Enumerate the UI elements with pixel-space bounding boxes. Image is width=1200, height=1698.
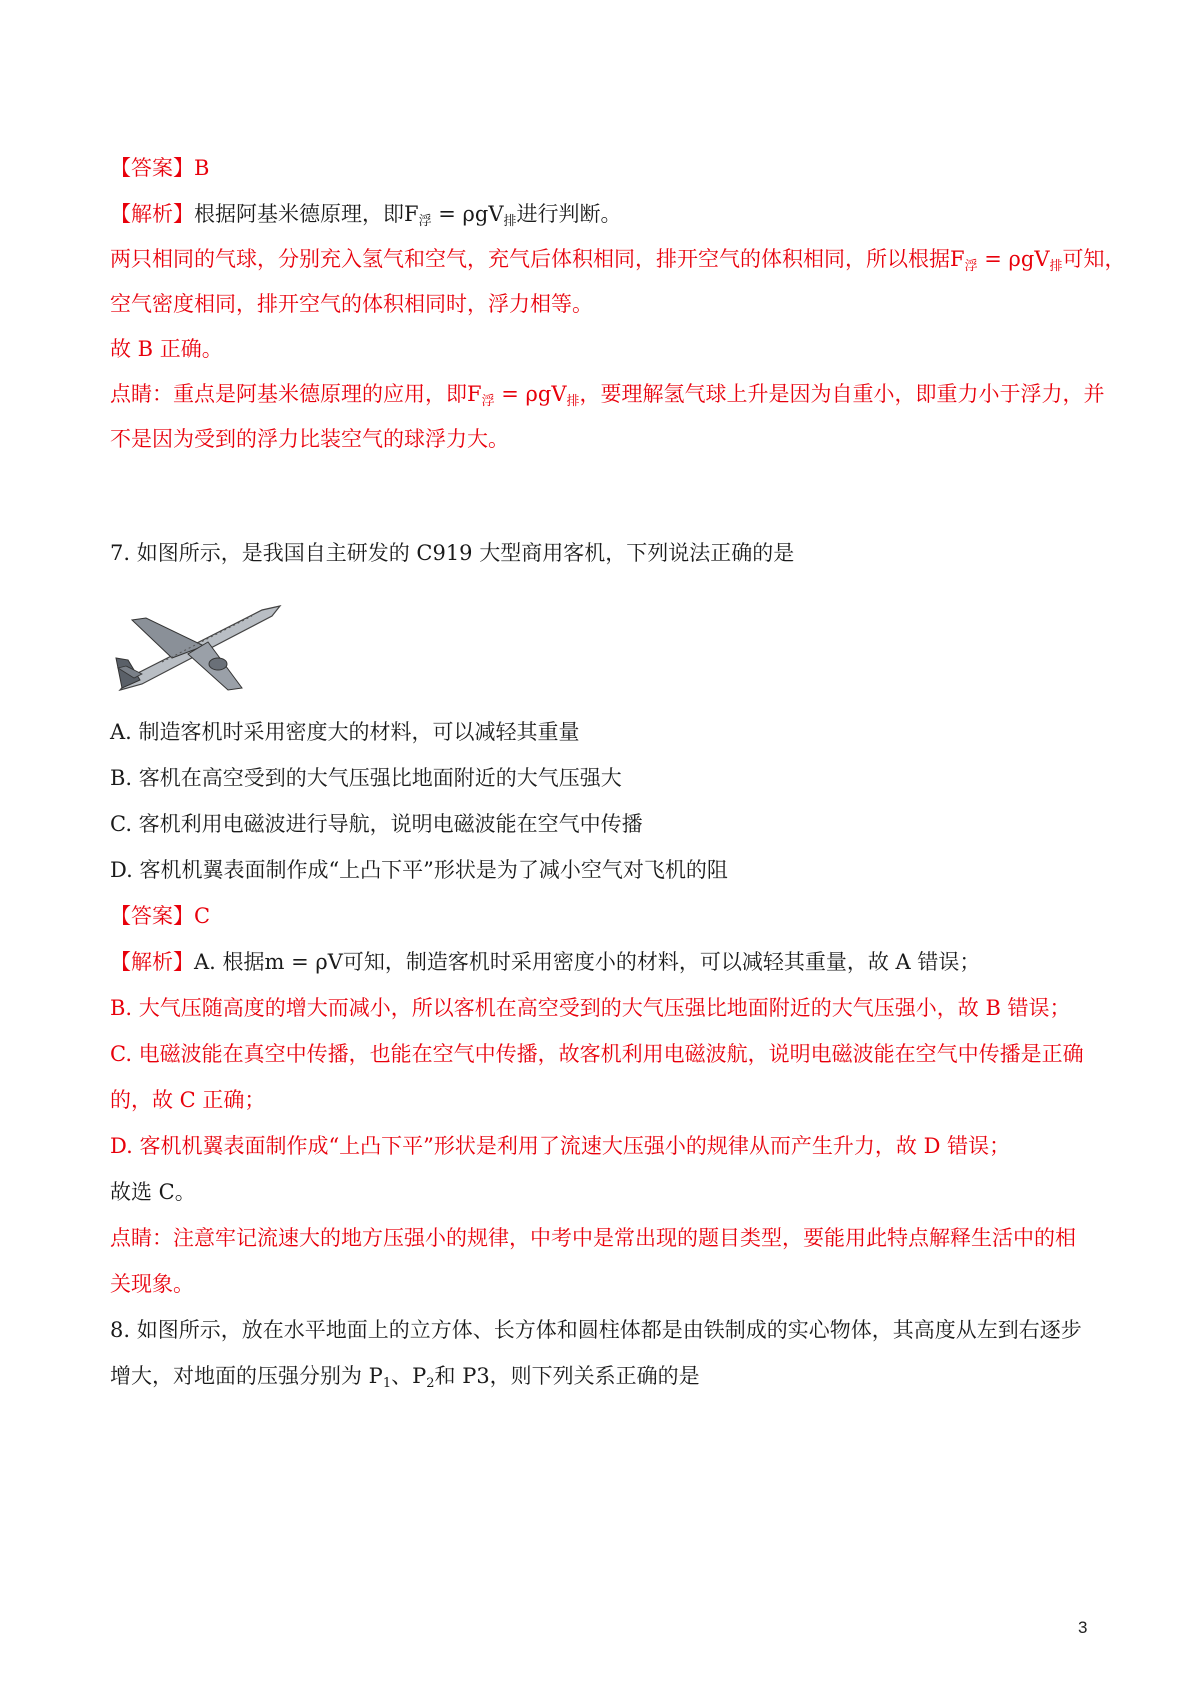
q6-analysis-line-3: 空气密度相同，排开空气的体积相同时，浮力相等。 [110, 292, 593, 316]
q6-note-line-2: 不是因为受到的浮力比装空气的球浮力大。 [110, 427, 509, 451]
answer-value: B [194, 156, 210, 180]
q7-option-a: A. 制造客机时采用密度大的材料，可以减轻其重量 [110, 720, 580, 744]
q6-answer-line [110, 153, 1100, 183]
q7-option-c: C. 客机利用电磁波进行导航，说明电磁波能在空气中传播 [110, 812, 643, 836]
c919-airplane-image [112, 598, 292, 698]
q7-note-line-2: 关现象。 [110, 1272, 194, 1296]
q6-conclusion: 故 B 正确。 [110, 337, 223, 361]
q7-analysis-line-1: 【解析】A. 根据m = ρV可知，制造客机时采用密度小的材料，可以减轻其重量，故 A 错误； [110, 950, 981, 974]
answer-tag: 【答案】 [110, 904, 194, 928]
q7-conclusion: 故选 C。 [110, 1180, 196, 1204]
q7-analysis-line-4: 的，故 C 正确； [110, 1088, 266, 1112]
q6-analysis-line-2: 两只相同的气球，分别充入氢气和空气，充气后体积相同，排开空气的体积相同，所以根据$F_浮 = \rho gV_排$可知， [110, 247, 1126, 274]
analysis-tag: 【解析】 [110, 950, 194, 974]
q8-question-line-2: 增大，对地面的压强分别为 $P_1$、$P_2$和 P3，则下列关系正确的是 [110, 1364, 700, 1391]
page-number: 3 [1078, 1618, 1088, 1637]
q7-question: 7. 如图所示，是我国自主研发的 C919 大型商用客机，下列说法正确的是 [110, 541, 795, 565]
q7-note-line-1: 点睛：注意牢记流速大的地方压强小的规律，中考中是常出现的题目类型，要能用此特点解释生活中的相 [110, 1226, 1076, 1250]
q7-option-b: B. 客机在高空受到的大气压强比地面附近的大气压强大 [110, 766, 622, 790]
answer-value: C [194, 904, 211, 928]
q8-question-line-1: 8. 如图所示，放在水平地面上的立方体、长方体和圆柱体都是由铁制成的实心物体，其高度从左到右逐步 [110, 1318, 1082, 1342]
q7-option-d: D. 客机机翼表面制作成“上凸下平”形状是为了减小空气对飞机的阻 [110, 858, 728, 882]
q7-analysis-line-3: C. 电磁波能在真空中传播，也能在空气中传播，故客机利用电磁波航，说明电磁波能在空气中传播是正确 [110, 1042, 1084, 1066]
analysis-tag: 【解析】 [110, 202, 194, 226]
answer-tag: 【答案】 [110, 156, 194, 180]
q7-answer-line [110, 901, 1100, 931]
q6-analysis-line-1: 【解析】根据阿基米德原理，即$F_浮 = \rho gV_排$进行判断。 [110, 202, 622, 229]
airplane-icon [112, 598, 292, 698]
q7-analysis-line-5: D. 客机机翼表面制作成“上凸下平”形状是利用了流速大压强小的规律从而产生升力，故 D 错误； [110, 1134, 1011, 1158]
q6-note-line-1: 点睛：重点是阿基米德原理的应用，即$F_浮 = \rho gV_排$，要理解氢气球上升是因为自重小，即重力小于浮力，并 [110, 382, 1105, 409]
q7-analysis-line-2: B. 大气压随高度的增大而减小，所以客机在高空受到的大气压强比地面附近的大气压强小，故 B 错误； [110, 996, 1071, 1020]
